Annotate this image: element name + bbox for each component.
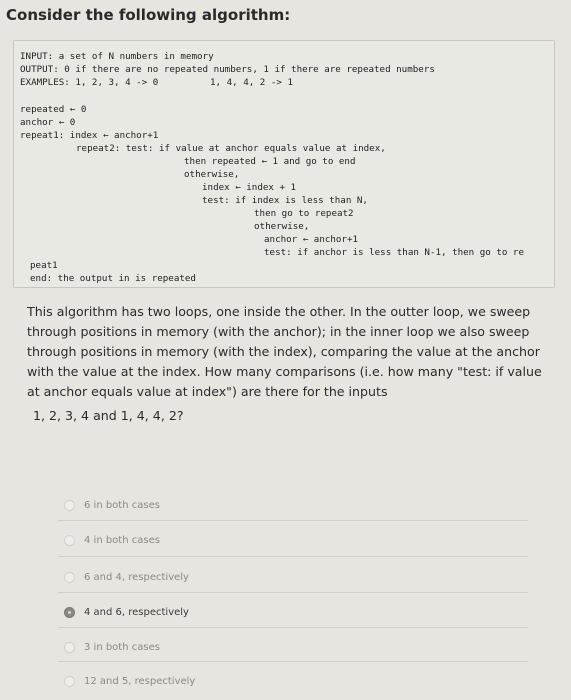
option-label: 4 and 6, respectively: [84, 606, 189, 618]
code-line-anchor-init: anchor ← 0: [20, 117, 76, 128]
code-line-input: INPUT: a set of N numbers in memory: [20, 51, 214, 62]
option-label: 6 in both cases: [84, 499, 160, 511]
divider: [58, 592, 528, 593]
divider: [58, 520, 528, 521]
code-line-output: OUTPUT: 0 if there are no repeated numbers, 1 if there are repeated numbers: [20, 64, 435, 75]
radio-button[interactable]: [64, 500, 75, 511]
option-label: 6 and 4, respectively: [84, 571, 189, 583]
radio-button[interactable]: [64, 572, 75, 583]
divider: [58, 627, 528, 628]
option-6-both[interactable]: [64, 494, 160, 516]
option-label: 4 in both cases: [84, 534, 160, 546]
divider: [58, 556, 528, 557]
answer-options: [0, 480, 571, 700]
question-prompt-text: This algorithm has two loops, one inside the other. In the outter loop, we sweep through positions in memory (with the anchor); in the inner loop we also sweep through positions in memory (with the index), comparing the value at the anchor with the value at the index. How many comparisons (i.e. how many "test: if value at anchor equals value at index") are there for the inputs: [27, 304, 542, 399]
radio-button[interactable]: [64, 642, 75, 653]
code-line-end: end: the output in is repeated: [30, 273, 196, 284]
option-label: 3 in both cases: [84, 641, 160, 653]
option-4-and-6[interactable]: [64, 601, 189, 623]
question-title: Consider the following algorithm:: [6, 6, 291, 24]
code-line-repeat2: repeat2: test: if value at anchor equals value at index,: [76, 143, 386, 154]
code-line-repeat1: repeat1: index ← anchor+1: [20, 130, 159, 141]
radio-button[interactable]: [64, 535, 75, 546]
code-line-test-index: test: if index is less than N,: [202, 195, 368, 206]
option-3-both[interactable]: [64, 636, 160, 658]
radio-button-selected[interactable]: [64, 607, 75, 618]
algorithm-code-block: [13, 40, 555, 288]
question-inputs: 1, 2, 3, 4 and 1, 4, 4, 2?: [33, 408, 184, 423]
code-line-repeated-init: repeated ← 0: [20, 104, 87, 115]
option-4-both[interactable]: [64, 529, 160, 551]
code-line-example-2: 1, 4, 4, 2 -> 1: [210, 77, 293, 88]
radio-button[interactable]: [64, 676, 75, 687]
code-line-test-anchor: test: if anchor is less than N-1, then go to re: [264, 247, 524, 258]
code-line-otherwise-1: otherwise,: [184, 169, 240, 180]
divider: [58, 661, 528, 662]
code-line-otherwise-2: otherwise,: [254, 221, 310, 232]
question-prompt: [27, 302, 547, 402]
code-line-then-repeated: then repeated ← 1 and go to end: [184, 156, 356, 167]
code-line-anchor-increment: anchor ← anchor+1: [264, 234, 359, 245]
option-6-and-4[interactable]: [64, 566, 189, 588]
code-line-examples: EXAMPLES: 1, 2, 3, 4 -> 0: [20, 77, 159, 88]
code-line-peat1: peat1: [30, 260, 58, 271]
code-line-goto-repeat2: then go to repeat2: [254, 208, 354, 219]
option-label: 12 and 5, respectively: [84, 675, 196, 687]
option-12-and-5[interactable]: [64, 670, 195, 692]
code-line-index-increment: index ← index + 1: [202, 182, 297, 193]
